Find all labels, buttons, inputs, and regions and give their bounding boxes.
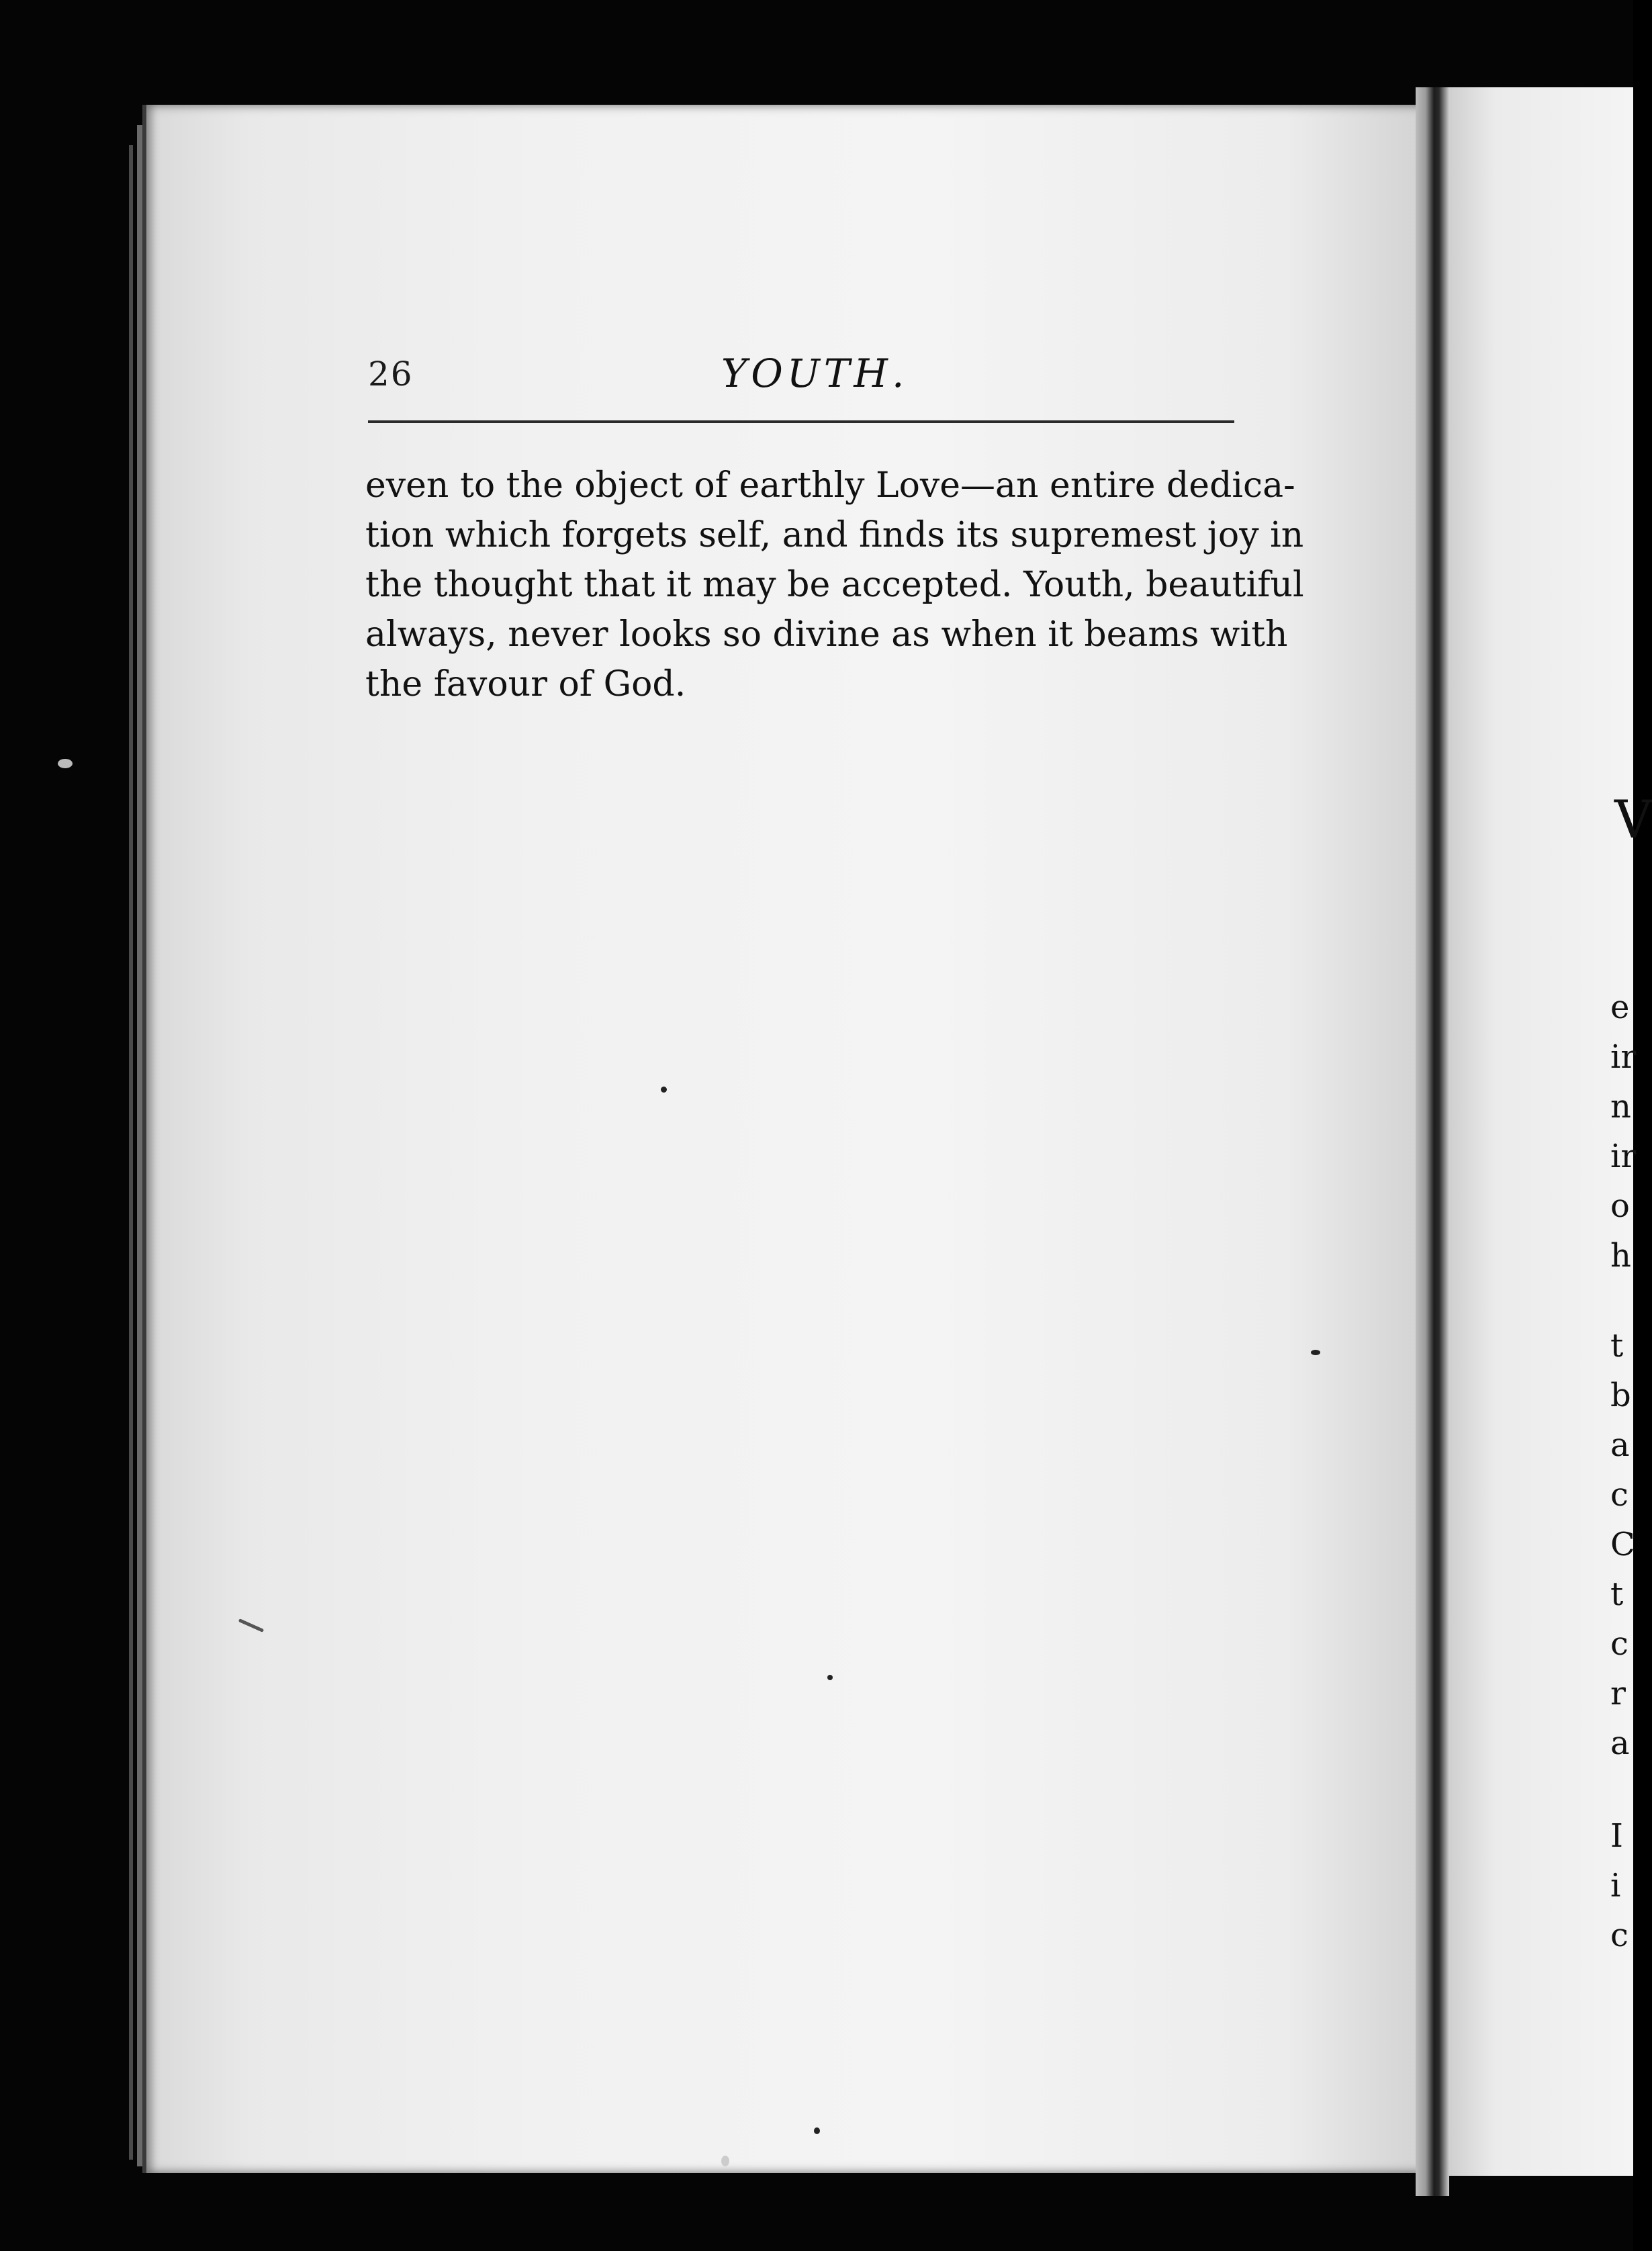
right-page-line-fragment: a: [1610, 1426, 1630, 1464]
paragraph-line: even to the object of earthly Love—an entire dedica-: [365, 465, 1295, 506]
right-page-line-fragment: h: [1610, 1237, 1631, 1275]
paragraph-line: the favour of God.: [365, 664, 686, 704]
right-page-line-fragment: o: [1610, 1187, 1630, 1225]
paragraph-line: always, never looks so divine as when it beams with: [365, 614, 1288, 655]
paragraph-line: the thought that it may be accepted. Youth, beautiful: [365, 565, 1304, 605]
right-page-line-fragment: r: [1610, 1675, 1626, 1712]
body-paragraph: [365, 461, 1304, 709]
right-page-line-fragment: e: [1610, 989, 1630, 1026]
right-page: [1449, 87, 1652, 2176]
right-page-line-fragment: n: [1610, 1088, 1631, 1126]
header-rule: [368, 420, 1234, 423]
right-page-line-fragment: C: [1610, 1526, 1635, 1563]
right-page-line-fragment: I: [1610, 1817, 1623, 1855]
running-title: YOUTH.: [721, 351, 909, 396]
left-page: [142, 105, 1442, 2173]
right-page-line-fragment: i: [1610, 1867, 1621, 1904]
right-page-line-fragment: ir: [1610, 1038, 1637, 1076]
right-page-line-fragment: c: [1610, 1625, 1628, 1663]
right-page-line-fragment: t: [1610, 1327, 1624, 1365]
page-number: 26: [368, 355, 414, 394]
book-gutter: [1416, 87, 1449, 2196]
right-page-line-fragment: c: [1610, 1917, 1628, 1954]
right-page-title-fragment: V: [1614, 790, 1652, 850]
right-page-line-fragment: b: [1610, 1377, 1631, 1414]
right-page-line-fragment: t: [1610, 1575, 1624, 1613]
right-page-line-fragment: a: [1610, 1725, 1630, 1762]
right-page-line-fragment: c: [1610, 1476, 1628, 1514]
right-page-line-fragment: ir: [1610, 1138, 1637, 1175]
paragraph-line: tion which forgets self, and finds its supremest joy in: [365, 515, 1304, 555]
